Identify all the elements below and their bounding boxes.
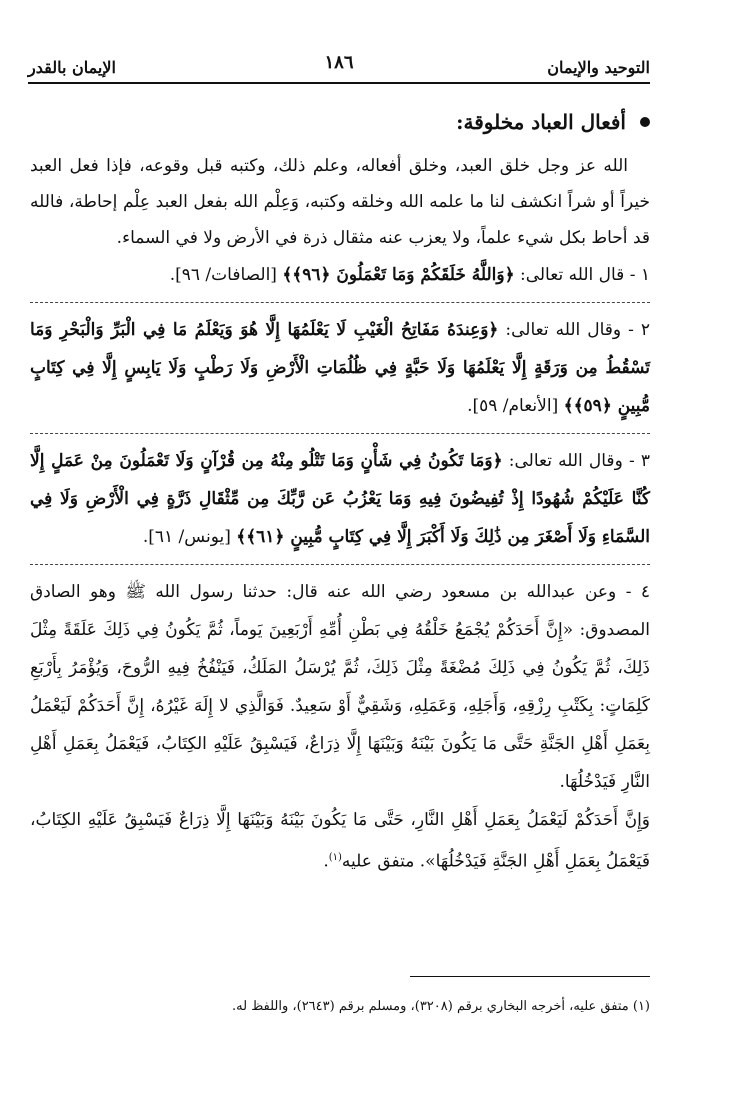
book-title: التوحيد والإيمان	[547, 58, 650, 77]
item-number: ٢ -	[628, 320, 650, 340]
bullet-icon	[640, 117, 650, 127]
verse-reference: [الصافات/ ٩٦].	[169, 265, 277, 285]
section-heading	[30, 110, 650, 134]
quran-verse: ﴿وَمَا تَكُونُ فِي شَأْنٍ وَمَا تَتْلُو مِنْهُ مِن قُرْآنٍ وَلَا تَعْمَلُونَ مِنْ عَمَلٍ إِلَّا كُنَّا عَلَيْكُمْ شُهُودًا إِذْ تُفِيضُونَ فِيهِ وَمَا يَعْزُبُ عَن رَّبِّكَ مِن مِّثْقَالِ ذَرَّةٍ فِي الْأَرْضِ وَلَا فِي السَّمَاءِ وَلَا أَصْغَرَ مِن ذَٰلِكَ وَلَا أَكْبَرَ إِلَّا فِي كِتَابٍ مُّبِينٍ ﴿٦١﴾﴾	[30, 451, 650, 547]
item-number: ١ -	[629, 265, 650, 285]
page-number: ١٨٦	[324, 52, 354, 73]
hadith-text-2: وَإِنَّ أَحَدَكُمْ لَيَعْمَلُ بِعَمَلِ أَهْلِ النَّارِ، حَتَّى مَا يَكُونَ بَيْنَهُ وَبَيْنَهَا إِلَّا ذِرَاعٌ فَيَسْبِقُ عَلَيْهِ الكِتَابُ، فَيَعْمَلُ بِعَمَلِ أَهْلِ الجَنَّةِ فَيَدْخُلُهَا». متفق عليه	[30, 810, 650, 872]
hadith-text: وعن عبدالله بن مسعود رضي الله عنه قال: حدثنا رسول الله ﷺ وهو الصادق المصدوق: «إِنَّ أَحَدَكُمْ يُجْمَعُ خَلْقُهُ فِي بَطْنِ أُمِّهِ أَرْبَعِينَ يَوماً، ثُمَّ يَكُونُ فِي ذَلِكَ عَلَقَةً مِثْلَ ذَلِكَ، ثُمَّ يَكُونُ فِي ذَلِكَ مُضْغَةً مِثْلَ ذَلِكَ، ثُمَّ يُرْسَلُ المَلَكُ، فَيَنْفُخُ فِيهِ الرُّوحَ، وَيُؤْمَرُ بِأَرْبَعِ كَلِمَاتٍ: بِكَتْبِ رِزْقِهِ، وَأَجَلِهِ، وَعَمَلِهِ، وَشَقِيٌّ أَوْ سَعِيدٌ. فَوَالَّذِي لا إِلَهَ غَيْرُهُ، إِنَّ أَحَدَكُمْ لَيَعْمَلُ بِعَمَلِ أَهْلِ الجَنَّةِ حَتَّى مَا يَكُونَ بَيْنَهُ وَبَيْنَهَا إِلَّا ذِرَاعٌ، فَيَسْبِقُ عَلَيْهِ الكِتَابُ، فَيَعْمَلُ بِعَمَلِ أَهْلِ النَّارِ فَيَدْخُلُهَا.	[30, 582, 650, 792]
hadith-item	[30, 573, 650, 801]
item-lead: وقال الله تعالى:	[508, 451, 623, 471]
verse-item	[30, 442, 650, 556]
item-lead: وقال الله تعالى:	[505, 320, 622, 340]
page-header	[28, 50, 650, 84]
quran-verse: ﴿وَاللَّهُ خَلَقَكُمْ وَمَا تَعْمَلُونَ ﴿٩٦﴾﴾	[282, 265, 515, 285]
verse-reference: [الأنعام/ ٥٩].	[467, 396, 559, 416]
footnote-separator	[410, 976, 650, 977]
verse-item	[30, 311, 650, 425]
hadith-continuation: وَإِنَّ أَحَدَكُمْ لَيَعْمَلُ بِعَمَلِ أَهْلِ النَّارِ، حَتَّى مَا يَكُونَ بَيْنَهُ وَبَيْنَهَا إِلَّا ذِرَاعٌ فَيَسْبِقُ عَلَيْهِ الكِتَابُ، فَيَعْمَلُ بِعَمَلِ أَهْلِ الجَنَّةِ فَيَدْخُلُهَا». متفق عليه$^{(١)}$.	[30, 810, 650, 872]
divider	[30, 433, 650, 434]
item-number: ٤ -	[625, 582, 651, 602]
verse-item	[30, 256, 650, 294]
footnote-marker[interactable]: (١)	[328, 852, 342, 863]
divider	[30, 302, 650, 303]
chapter-title: الإيمان بالقدر	[28, 58, 116, 77]
item-number: ٣ -	[628, 451, 650, 471]
section-title: أفعال العباد مخلوقة:	[456, 110, 626, 134]
page-content	[30, 104, 650, 881]
footnote: (١) متفق عليه، أخرجه البخاري برقم (٣٢٠٨)، ومسلم برقم (٢٦٤٣)، واللفظ له.	[232, 999, 650, 1014]
divider	[30, 564, 650, 565]
quran-verse: ﴿وَعِندَهُ مَفَاتِحُ الْغَيْبِ لَا يَعْلَمُهَا إِلَّا هُوَ وَيَعْلَمُ مَا فِي الْبَرِّ وَالْبَحْرِ وَمَا تَسْقُطُ مِن وَرَقَةٍ إِلَّا يَعْلَمُهَا وَلَا حَبَّةٍ فِي ظُلُمَاتِ الْأَرْضِ وَلَا رَطْبٍ وَلَا يَابِسٍ إِلَّا فِي كِتَابٍ مُّبِينٍ ﴿٥٩﴾﴾	[30, 320, 650, 416]
item-lead: قال الله تعالى:	[519, 265, 625, 285]
verse-reference: [يونس/ ٦١].	[142, 527, 231, 547]
intro-paragraph: الله عز وجل خلق العبد، وخلق أفعاله، وعلم ذلك، وكتبه قبل وقوعه، فإذا فعل العبد خيراً أو شراً انكشف لنا ما علمه الله وخلقه وكتبه، وَعِلْم الله بفعل العبد عِلْم إحاطة، فالله قد أحاط بكل شيء علماً، ولا يعزب عنه مثقال ذرة في الأرض ولا في السماء.	[30, 156, 650, 248]
